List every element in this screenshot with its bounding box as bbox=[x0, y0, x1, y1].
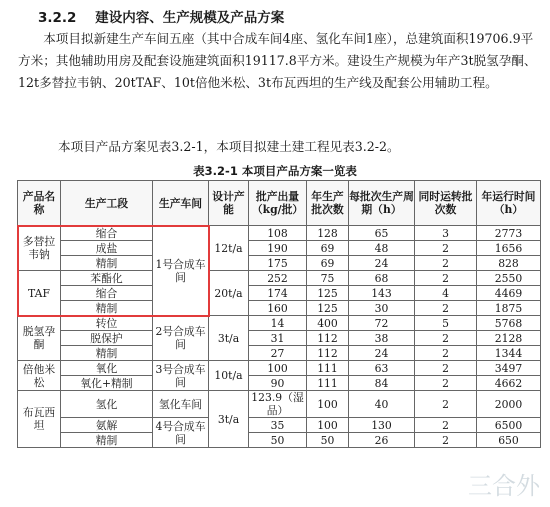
output-cell: 160 bbox=[249, 301, 307, 316]
header-batches: 年生产批次数 bbox=[307, 181, 349, 226]
hours-cell: 4662 bbox=[477, 376, 541, 391]
cycle-cell: 143 bbox=[349, 286, 415, 301]
batches-cell: 125 bbox=[307, 301, 349, 316]
step-cell: 缩合 bbox=[61, 226, 153, 241]
batches-cell: 128 bbox=[307, 226, 349, 241]
concurrent-cell: 5 bbox=[415, 316, 477, 331]
capacity-cell: 3t/a bbox=[209, 316, 249, 361]
step-cell: 脱保护 bbox=[61, 331, 153, 346]
step-cell: 转位 bbox=[61, 316, 153, 331]
batches-cell: 112 bbox=[307, 331, 349, 346]
table-row bbox=[18, 301, 541, 316]
hours-cell: 4469 bbox=[477, 286, 541, 301]
cycle-cell: 72 bbox=[349, 316, 415, 331]
header-workshop: 生产车间 bbox=[153, 181, 209, 226]
cycle-cell: 84 bbox=[349, 376, 415, 391]
header-product: 产品名称 bbox=[18, 181, 61, 226]
batches-cell: 69 bbox=[307, 256, 349, 271]
batches-cell: 100 bbox=[307, 391, 349, 418]
table-row bbox=[18, 361, 541, 376]
table-row bbox=[18, 418, 541, 433]
workshop-cell: 氢化车间 bbox=[153, 391, 209, 418]
header-hours: 年运行时间（h） bbox=[477, 181, 541, 226]
output-cell: 50 bbox=[249, 433, 307, 448]
table-row bbox=[18, 226, 541, 241]
table-row bbox=[18, 316, 541, 331]
watermark: 三合外 bbox=[468, 472, 540, 500]
output-cell: 90 bbox=[249, 376, 307, 391]
table-row bbox=[18, 286, 541, 301]
hours-cell: 3497 bbox=[477, 361, 541, 376]
cycle-cell: 130 bbox=[349, 418, 415, 433]
concurrent-cell: 2 bbox=[415, 256, 477, 271]
product-cell: 脱氢孕酮 bbox=[18, 316, 61, 361]
table-row bbox=[18, 391, 541, 418]
hours-cell: 2128 bbox=[477, 331, 541, 346]
concurrent-cell: 2 bbox=[415, 376, 477, 391]
hours-cell: 2000 bbox=[477, 391, 541, 418]
table-row bbox=[18, 433, 541, 448]
batches-cell: 69 bbox=[307, 241, 349, 256]
concurrent-cell: 2 bbox=[415, 271, 477, 286]
hours-cell: 1875 bbox=[477, 301, 541, 316]
step-cell: 精制 bbox=[61, 301, 153, 316]
output-cell: 31 bbox=[249, 331, 307, 346]
cycle-cell: 38 bbox=[349, 331, 415, 346]
hours-cell: 5768 bbox=[477, 316, 541, 331]
batches-cell: 75 bbox=[307, 271, 349, 286]
table-row bbox=[18, 346, 541, 361]
step-cell: 成盐 bbox=[61, 241, 153, 256]
workshop-cell: 4号合成车间 bbox=[153, 418, 209, 448]
section-heading bbox=[38, 6, 284, 26]
output-cell: 100 bbox=[249, 361, 307, 376]
concurrent-cell: 2 bbox=[415, 346, 477, 361]
output-cell: 27 bbox=[249, 346, 307, 361]
table-row bbox=[18, 376, 541, 391]
step-cell: 精制 bbox=[61, 433, 153, 448]
workshop-cell: 3号合成车间 bbox=[153, 361, 209, 391]
hours-cell: 828 bbox=[477, 256, 541, 271]
concurrent-cell: 2 bbox=[415, 361, 477, 376]
capacity-cell: 10t/a bbox=[209, 361, 249, 391]
paragraph-1: 本项目拟新建生产车间五座（其中合成车间4座、氢化车间1座），总建筑面积19706.9平方米；其他辅助用房及配套设施建筑面积19117.8平方米。建设生产规模为年产3t脱氢孕酮、12t多替拉韦钠、20tTAF、10t倍他米松、3t布瓦西坦的生产线及配套公用辅助工程。 bbox=[18, 31, 537, 90]
capacity-cell: 20t/a bbox=[209, 271, 249, 316]
concurrent-cell: 2 bbox=[415, 391, 477, 418]
concurrent-cell: 2 bbox=[415, 331, 477, 346]
output-cell: 174 bbox=[249, 286, 307, 301]
section-title: 建设内容、生产规模及产品方案 bbox=[95, 10, 285, 26]
output-cell: 14 bbox=[249, 316, 307, 331]
output-cell: 108 bbox=[249, 226, 307, 241]
output-cell: 252 bbox=[249, 271, 307, 286]
concurrent-cell: 2 bbox=[415, 301, 477, 316]
cycle-cell: 24 bbox=[349, 256, 415, 271]
concurrent-cell: 3 bbox=[415, 226, 477, 241]
step-cell: 精制 bbox=[61, 256, 153, 271]
output-cell: 190 bbox=[249, 241, 307, 256]
batches-cell: 125 bbox=[307, 286, 349, 301]
cycle-cell: 30 bbox=[349, 301, 415, 316]
hours-cell: 1344 bbox=[477, 346, 541, 361]
workshop-cell: 1号合成车间 bbox=[153, 226, 209, 316]
output-cell: 175 bbox=[249, 256, 307, 271]
cycle-cell: 63 bbox=[349, 361, 415, 376]
hours-cell: 650 bbox=[477, 433, 541, 448]
header-output: 批产出量（kg/批） bbox=[249, 181, 307, 226]
capacity-cell: 3t/a bbox=[209, 391, 249, 448]
workshop-cell: 2号合成车间 bbox=[153, 316, 209, 361]
step-cell: 氧化+精制 bbox=[61, 376, 153, 391]
table-row bbox=[18, 241, 541, 256]
hours-cell: 2773 bbox=[477, 226, 541, 241]
capacity-cell: 12t/a bbox=[209, 226, 249, 271]
product-cell: 布瓦西坦 bbox=[18, 391, 61, 448]
cycle-cell: 26 bbox=[349, 433, 415, 448]
paragraph-2: 本项目产品方案见表3.2-1，本项目拟建土建工程见表3.2-2。 bbox=[58, 139, 400, 154]
table-header-row bbox=[18, 181, 541, 226]
output-cell: 123.9（湿品） bbox=[249, 391, 307, 418]
header-concurrent: 同时运转批次数 bbox=[415, 181, 477, 226]
concurrent-cell: 4 bbox=[415, 286, 477, 301]
step-cell: 氧化 bbox=[61, 361, 153, 376]
cycle-cell: 40 bbox=[349, 391, 415, 418]
hours-cell: 6500 bbox=[477, 418, 541, 433]
table-row bbox=[18, 256, 541, 271]
batches-cell: 400 bbox=[307, 316, 349, 331]
cycle-cell: 65 bbox=[349, 226, 415, 241]
header-step: 生产工段 bbox=[61, 181, 153, 226]
cycle-cell: 24 bbox=[349, 346, 415, 361]
concurrent-cell: 2 bbox=[415, 433, 477, 448]
step-cell: 缩合 bbox=[61, 286, 153, 301]
output-cell: 35 bbox=[249, 418, 307, 433]
product-plan-table bbox=[17, 180, 541, 448]
hours-cell: 2550 bbox=[477, 271, 541, 286]
table-row bbox=[18, 331, 541, 346]
batches-cell: 112 bbox=[307, 346, 349, 361]
product-cell: TAF bbox=[18, 271, 61, 316]
table-caption: 表3.2-1 本项目产品方案一览表 bbox=[193, 164, 357, 178]
step-cell: 氨解 bbox=[61, 418, 153, 433]
batches-cell: 100 bbox=[307, 418, 349, 433]
concurrent-cell: 2 bbox=[415, 241, 477, 256]
section-number: 3.2.2 bbox=[38, 10, 77, 26]
batches-cell: 111 bbox=[307, 361, 349, 376]
table-row bbox=[18, 271, 541, 286]
hours-cell: 1656 bbox=[477, 241, 541, 256]
cycle-cell: 48 bbox=[349, 241, 415, 256]
batches-cell: 111 bbox=[307, 376, 349, 391]
header-capacity: 设计产能 bbox=[209, 181, 249, 226]
step-cell: 精制 bbox=[61, 346, 153, 361]
step-cell: 苯酯化 bbox=[61, 271, 153, 286]
step-cell: 氢化 bbox=[61, 391, 153, 418]
product-cell: 倍他米松 bbox=[18, 361, 61, 391]
header-cycle: 每批次生产周期（h） bbox=[349, 181, 415, 226]
batches-cell: 50 bbox=[307, 433, 349, 448]
cycle-cell: 68 bbox=[349, 271, 415, 286]
product-cell: 多替拉韦钠 bbox=[18, 226, 61, 271]
concurrent-cell: 2 bbox=[415, 418, 477, 433]
